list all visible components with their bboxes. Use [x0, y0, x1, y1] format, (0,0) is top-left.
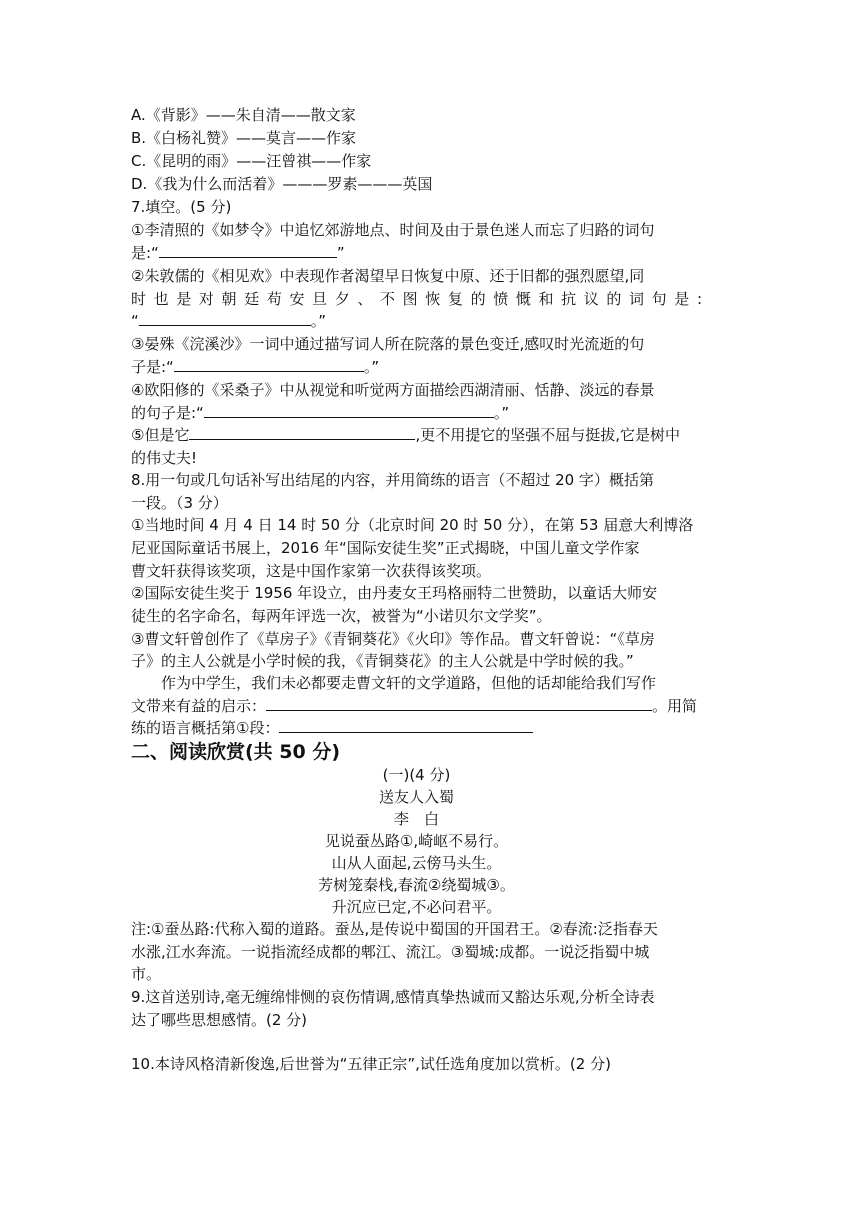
q7-item3-line2: [131, 356, 379, 378]
answer-blank[interactable]: [159, 242, 337, 258]
q9-line2: 达了哪些思想感情。(2 分): [131, 1011, 308, 1029]
q7-item3-line1: ③晏殊《浣溪沙》一词中通过描写词人所在院落的景色变迁,感叹时光流逝的句: [131, 335, 645, 353]
poem-title: 送友人入蜀: [378, 788, 454, 806]
q7-item3-suffix: 。”: [363, 358, 380, 376]
answer-blank[interactable]: [139, 310, 311, 326]
poem-author: 李 白: [393, 810, 439, 828]
note-line1: 注:①蚕丛路:代称入蜀的道路。蚕丛,是传说中蜀国的开国君王。②春流:泛指春天: [131, 920, 658, 938]
q8-para2-line2: 徒生的名字命名，每两年评选一次，被誉为“小诺贝尔文学奖”。: [131, 607, 552, 625]
q7-item4-line1: ④欧阳修的《采桑子》中从视觉和听觉两方面描绘西湖清丽、恬静、淡远的春景: [131, 381, 655, 399]
q7-item5-suffix: ,更不用提它的坚强不屈与挺拔,它是树中: [415, 426, 680, 444]
q8-para4-suffix: 。用简: [652, 697, 698, 715]
answer-blank[interactable]: [174, 356, 364, 372]
q8-para4-line3: [131, 717, 533, 739]
q7-item2-line3: [131, 310, 326, 332]
q7-item5-prefix: ⑤但是它: [131, 426, 190, 444]
section-heading: 二、阅读欣赏(共 50 分): [131, 741, 341, 763]
q7-item4-line2: [131, 402, 509, 424]
q7-item2-line2: 时也是对朝廷苟安旦夕、不图恢复的愤慨和抗议的词句是:: [131, 290, 702, 308]
q7-item2-prefix: “: [131, 312, 139, 330]
answer-blank[interactable]: [204, 402, 494, 418]
q7-item3-prefix: 子是:“: [131, 358, 174, 376]
q6-option-b: B.《白杨礼赞》——莫言——作家: [131, 129, 357, 147]
q7-item4-suffix: 。”: [493, 404, 510, 422]
q7-item1-prefix: 是:“: [131, 244, 159, 262]
answer-blank[interactable]: [266, 695, 652, 711]
q7-item4-prefix: 的句子是:“: [131, 404, 204, 422]
q8-para2-line1: ②国际安徒生奖于 1956 年设立，由丹麦女王玛格丽特二世赞助，以童话大师安: [131, 584, 658, 602]
q7-item2-suffix: 。”: [310, 312, 327, 330]
q7-item2-line1: ②朱敦儒的《相见欢》中表现作者渴望早日恢复中原、还于旧都的强烈愿望,同: [131, 267, 645, 285]
q8-para3-line2: 子》的主人公就是小学时候的我，《青铜葵花》的主人公就是中学时候的我。”: [131, 652, 634, 670]
poem-line: 芳树笼秦栈,春流②绕蜀城③。: [318, 876, 515, 894]
q8-para1-line3: 曹文轩获得该奖项，这是中国作家第一次获得该奖项。: [131, 562, 492, 580]
answer-blank[interactable]: [279, 717, 533, 733]
q6-option-c: C.《昆明的雨》——汪曾祺——作家: [131, 152, 372, 170]
q8-para3-line1: ③曹文轩曾创作了《草房子》《青铜葵花》《火印》等作品。曹文轩曾说：“《草房: [131, 630, 655, 648]
q6-option-a: A.《背影》——朱自清——散文家: [131, 106, 356, 124]
q7-item1-line1: ①李清照的《如梦令》中追忆郊游地点、时间及由于景色迷人而忘了归路的词句: [131, 221, 655, 239]
q8-para1-line1: ①当地时间 4 月 4 日 14 时 50 分（北京时间 20 时 50 分），在第 53 届意大利博洛: [131, 516, 694, 534]
q7-item1-suffix: ”: [336, 244, 345, 262]
q8-para1-line2: 尼亚国际童话书展上，2016 年“国际安徒生奖”正式揭晓，中国儿童文学作家: [131, 539, 640, 557]
note-line2: 水涨,江水奔流。一说指流经成都的郫江、流江。③蜀城:成都。一说泛指蜀中城: [131, 943, 650, 961]
q8-para4-line2: [131, 695, 697, 717]
q8-title-line2: 一段。（3 分）: [131, 494, 228, 512]
poem-line: 山从人面起,云傍马头生。: [331, 854, 502, 872]
q8-title-line1: 8.用一句或几句话补写出结尾的内容，并用简练的语言（不超过 20 字）概括第: [131, 471, 654, 489]
part-label: (一)(4 分): [382, 766, 451, 784]
q7-title: 7.填空。(5 分): [131, 198, 232, 216]
q8-para4-summary-prefix: 练的语言概括第①段：: [131, 719, 280, 737]
q8-para4-prefix: 文带来有益的启示：: [131, 697, 267, 715]
q7-item5-line1: [131, 424, 680, 446]
q10-line: 10.本诗风格清新俊逸,后世誉为“五律正宗”,试任选角度加以赏析。(2 分): [131, 1055, 611, 1073]
q7-item1-line2: [131, 242, 345, 264]
q8-para4-line1: 作为中学生，我们未必都要走曹文轩的文学道路，但他的话却能给我们写作: [161, 674, 657, 692]
q6-option-d: D.《我为什么而活着》———罗素———英国: [131, 175, 433, 193]
q7-item5-line2: 的伟丈夫!: [131, 449, 198, 467]
poem-line: 见说蚕丛路①,崎岖不易行。: [324, 832, 509, 850]
poem-line: 升沉应已定,不必问君平。: [331, 898, 502, 916]
answer-blank[interactable]: [189, 424, 415, 440]
q9-line1: 9.这首送别诗,毫无缠绵悱恻的哀伤情调,感情真挚热诚而又豁达乐观,分析全诗表: [131, 988, 655, 1006]
note-line3: 市。: [131, 965, 162, 983]
